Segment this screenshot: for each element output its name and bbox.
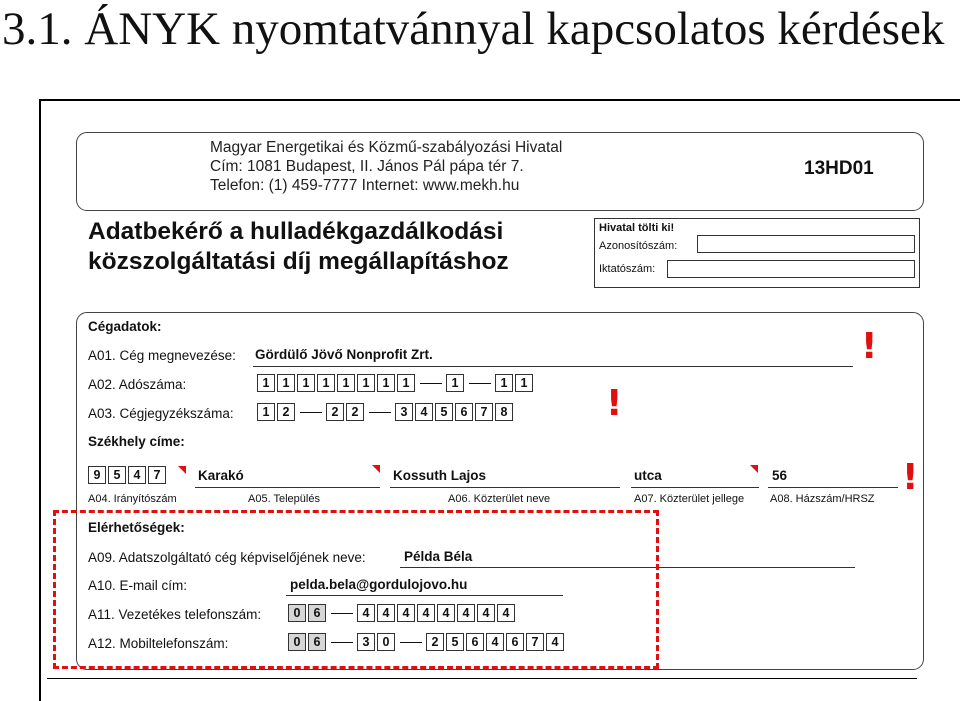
digit-separator bbox=[469, 383, 491, 384]
city-underline bbox=[195, 487, 380, 488]
address-section-heading: Székhely címe: bbox=[88, 434, 185, 449]
a04-zip-field[interactable] bbox=[88, 466, 168, 484]
a09-representative-field[interactable]: Példa Béla bbox=[404, 549, 473, 564]
digit-box: 4 bbox=[477, 604, 495, 622]
digit-separator bbox=[300, 412, 322, 413]
a10-email-field[interactable]: pelda.bela@gordulojovo.hu bbox=[290, 577, 468, 592]
digit-box: 6 bbox=[308, 633, 326, 651]
digit-box: 4 bbox=[415, 403, 433, 421]
contact-section-heading: Elérhetőségek: bbox=[88, 520, 185, 535]
office-reg-label: Iktatószám: bbox=[599, 263, 656, 275]
city-marker bbox=[372, 465, 380, 473]
digit-box: 2 bbox=[326, 403, 344, 421]
digit-box: 2 bbox=[277, 403, 295, 421]
a06-street-field[interactable]: Kossuth Lajos bbox=[393, 468, 487, 483]
a10-label: A10. E-mail cím: bbox=[88, 578, 188, 593]
a02-tax-number-field[interactable] bbox=[257, 374, 535, 392]
digit-box: 5 bbox=[108, 466, 126, 484]
digit-box: 4 bbox=[357, 604, 375, 622]
digit-box: 1 bbox=[277, 374, 295, 392]
digit-box: 4 bbox=[546, 633, 564, 651]
a03-registry-number-field[interactable] bbox=[257, 403, 515, 421]
form-title-line2: közszolgáltatási díj megállapításhoz bbox=[88, 248, 509, 275]
office-reg-field[interactable] bbox=[667, 260, 915, 278]
authority-address: Cím: 1081 Budapest, II. János Pál pápa tér 7. bbox=[210, 158, 524, 175]
digit-box: 3 bbox=[357, 633, 375, 651]
a08-house-number-field[interactable]: 56 bbox=[772, 468, 788, 483]
warning-marker-registry-number: ! bbox=[606, 383, 623, 424]
form-frame-bottom-line bbox=[47, 678, 917, 679]
a01-label: A01. Cég megnevezése: bbox=[88, 348, 236, 363]
a05-caption: A05. Település bbox=[248, 493, 320, 505]
a01-underline bbox=[253, 366, 853, 367]
warning-marker-house-number: ! bbox=[902, 457, 919, 498]
digit-box: 5 bbox=[435, 403, 453, 421]
company-section-heading: Cégadatok: bbox=[88, 319, 162, 334]
a07-street-type-field[interactable]: utca bbox=[634, 468, 662, 483]
digit-box: 1 bbox=[357, 374, 375, 392]
digit-box: 6 bbox=[455, 403, 473, 421]
digit-box: 1 bbox=[257, 374, 275, 392]
digit-box: 9 bbox=[88, 466, 106, 484]
digit-box: 0 bbox=[288, 604, 306, 622]
contact-highlight-box bbox=[53, 510, 659, 669]
digit-box: 6 bbox=[506, 633, 524, 651]
digit-box: 1 bbox=[337, 374, 355, 392]
street-underline bbox=[390, 487, 620, 488]
a12-label: A12. Mobiltelefonszám: bbox=[88, 636, 229, 651]
digit-box: 7 bbox=[475, 403, 493, 421]
a11-label: A11. Vezetékes telefonszám: bbox=[88, 607, 262, 622]
digit-box: 4 bbox=[486, 633, 504, 651]
a07-caption: A07. Közterület jellege bbox=[634, 493, 745, 505]
house-underline bbox=[768, 487, 898, 488]
digit-separator bbox=[369, 412, 391, 413]
digit-box: 6 bbox=[466, 633, 484, 651]
digit-box: 7 bbox=[526, 633, 544, 651]
digit-box: 1 bbox=[397, 374, 415, 392]
a01-company-name-field[interactable]: Gördülő Jövő Nonprofit Zrt. bbox=[255, 347, 433, 362]
a05-city-field[interactable]: Karakó bbox=[198, 468, 244, 483]
digit-box: 4 bbox=[437, 604, 455, 622]
zip-marker bbox=[178, 466, 186, 474]
street-type-marker bbox=[750, 465, 758, 473]
digit-box: 3 bbox=[395, 403, 413, 421]
authority-name: Magyar Energetikai és Közmű-szabályozási Hivatal bbox=[210, 139, 563, 156]
digit-box: 1 bbox=[297, 374, 315, 392]
office-use-box bbox=[594, 218, 920, 288]
a04-caption: A04. Irányítószám bbox=[88, 493, 177, 505]
a02-label: A02. Adószáma: bbox=[88, 377, 187, 392]
digit-box: 2 bbox=[426, 633, 444, 651]
street-type-underline bbox=[631, 487, 759, 488]
digit-box: 4 bbox=[457, 604, 475, 622]
warning-marker-company-name: ! bbox=[861, 326, 878, 367]
digit-box: 1 bbox=[377, 374, 395, 392]
office-use-title: Hivatal tölti ki! bbox=[599, 222, 675, 234]
a08-caption: A08. Házszám/HRSZ bbox=[770, 493, 875, 505]
office-id-field[interactable] bbox=[697, 235, 915, 253]
digit-box: 8 bbox=[495, 403, 513, 421]
digit-box: 4 bbox=[497, 604, 515, 622]
form-code: 13HD01 bbox=[804, 158, 874, 179]
authority-contact: Telefon: (1) 459-7777 Internet: www.mekh.hu bbox=[210, 177, 520, 194]
a06-caption: A06. Közterület neve bbox=[448, 493, 551, 505]
digit-box: 1 bbox=[317, 374, 335, 392]
digit-separator bbox=[420, 383, 442, 384]
digit-box: 1 bbox=[446, 374, 464, 392]
digit-box: 0 bbox=[377, 633, 395, 651]
digit-box: 4 bbox=[128, 466, 146, 484]
digit-box: 2 bbox=[346, 403, 364, 421]
digit-box: 4 bbox=[377, 604, 395, 622]
office-id-label: Azonosítószám: bbox=[599, 240, 678, 252]
a09-label: A09. Adatszolgáltató cég képviselőjének neve: bbox=[88, 550, 366, 565]
digit-box: 1 bbox=[257, 403, 275, 421]
a03-label: A03. Cégjegyzékszáma: bbox=[88, 406, 234, 421]
digit-box: 4 bbox=[417, 604, 435, 622]
slide-title: 3.1. ÁNYK nyomtatvánnyal kapcsolatos kérdések bbox=[2, 3, 945, 55]
digit-box: 7 bbox=[148, 466, 166, 484]
form-title-line1: Adatbekérő a hulladékgazdálkodási bbox=[88, 218, 504, 245]
digit-box: 0 bbox=[288, 633, 306, 651]
digit-box: 1 bbox=[495, 374, 513, 392]
digit-box: 4 bbox=[397, 604, 415, 622]
digit-box: 5 bbox=[446, 633, 464, 651]
digit-box: 6 bbox=[308, 604, 326, 622]
digit-box: 1 bbox=[515, 374, 533, 392]
